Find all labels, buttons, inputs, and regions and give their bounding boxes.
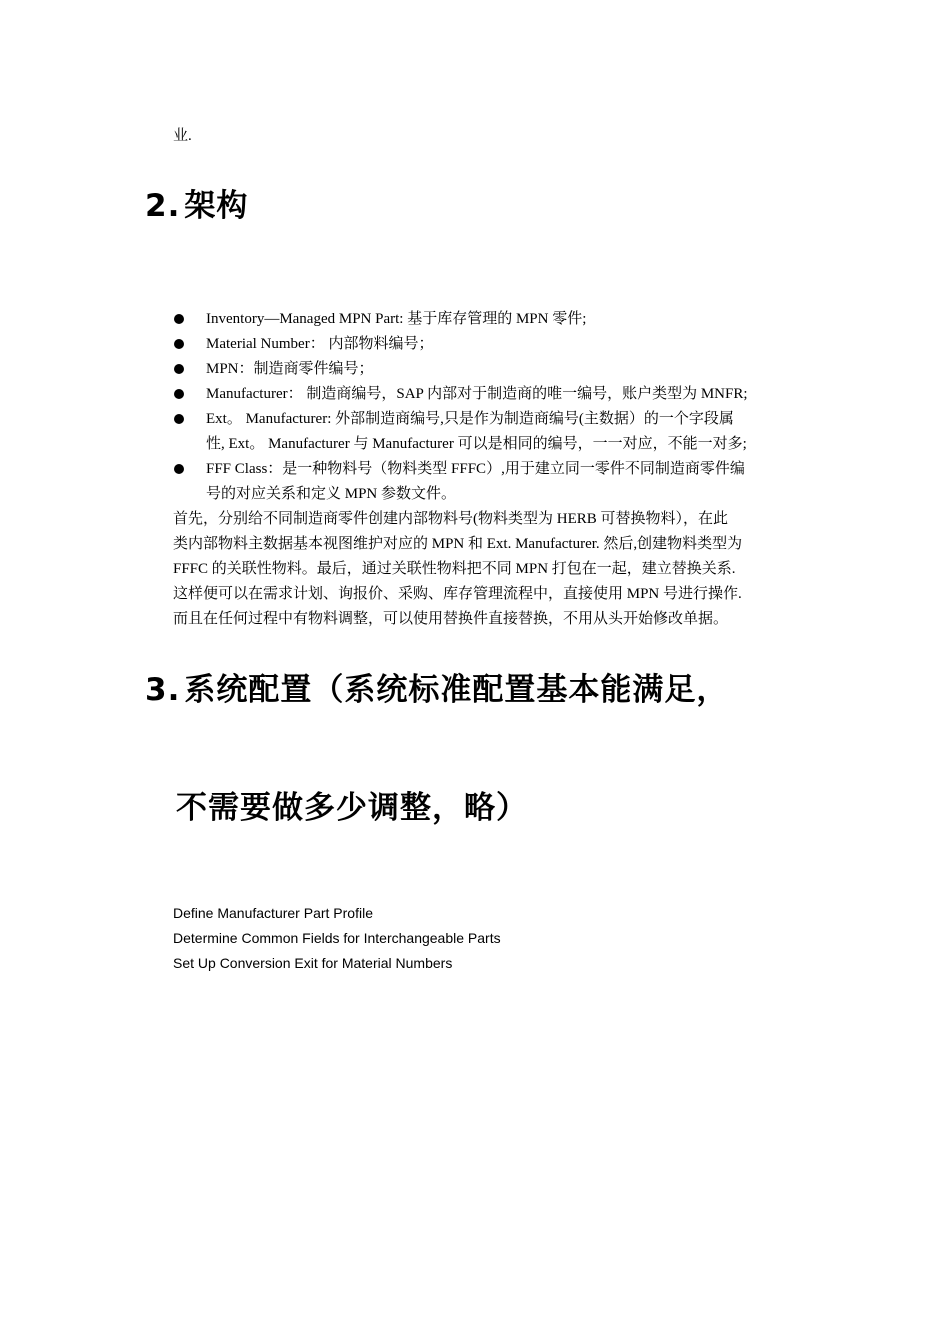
section-2-title: 架构 — [184, 188, 249, 224]
section-3-title-line1: 系统配置（系统标准配置基本能满足， — [184, 672, 729, 708]
config-item: Set Up Conversion Exit for Material Numbers — [173, 955, 453, 971]
bullet-item: FFF Class：是一种物料号（物料类型 FFFC）,用于建立同一零件不同制造商零件编 — [206, 461, 745, 477]
bullet-item: MPN：制造商零件编号； — [206, 361, 374, 377]
bullet-item-continuation: 号的对应关系和定义 MPN 参数文件。 — [206, 486, 457, 502]
bullet-item: Material Number： 内部物料编号； — [206, 336, 434, 352]
bullet-item: Ext。 Manufacturer: 外部制造商编号,只是作为制造商编号(主数据）的一个字段属 — [206, 411, 734, 427]
paragraph-line: 首先，分别给不同制造商零件创建内部物料号(物料类型为 HERB 可替换物料），在此 — [173, 511, 729, 527]
top-fragment: 业. — [173, 128, 192, 144]
bullet-item-continuation: 性, Ext。 Manufacturer 与 Manufacturer 可以是相同的编号，一一对应，不能一对多; — [206, 436, 747, 452]
config-item: Define Manufacturer Part Profile — [173, 905, 373, 921]
section-3-number: 3. — [145, 672, 181, 708]
config-item: Determine Common Fields for Interchangeable Parts — [173, 930, 501, 946]
section-2-heading — [145, 180, 248, 225]
bullet-dot-icon — [174, 464, 184, 474]
paragraph-line: FFFC 的关联性物料。最后，通过关联性物料把不同 MPN 打包在一起，建立替换关系. — [173, 561, 736, 577]
section-3-title-line2: 不需要做多少调整，略） — [176, 790, 528, 826]
bullet-item: Inventory—Managed MPN Part: 基于库存管理的 MPN 零件; — [206, 311, 587, 327]
section-2-number: 2. — [145, 188, 181, 224]
section-3-heading — [145, 664, 728, 709]
bullet-dot-icon — [174, 364, 184, 374]
paragraph-line: 而且在任何过程中有物料调整，可以使用替换件直接替换，不用从头开始修改单据。 — [173, 611, 729, 627]
paragraph-line: 类内部物料主数据基本视图维护对应的 MPN 和 Ext. Manufacturer. 然后,创建物料类型为 — [173, 536, 743, 552]
bullet-dot-icon — [174, 389, 184, 399]
bullet-item: Manufacturer： 制造商编号，SAP 内部对于制造商的唯一编号，账户类型为 MNFR; — [206, 386, 748, 402]
paragraph-line: 这样便可以在需求计划、询报价、采购、库存管理流程中，直接使用 MPN 号进行操作. — [173, 586, 742, 602]
bullet-dot-icon — [174, 314, 184, 324]
bullet-dot-icon — [174, 414, 184, 424]
bullet-dot-icon — [174, 339, 184, 349]
